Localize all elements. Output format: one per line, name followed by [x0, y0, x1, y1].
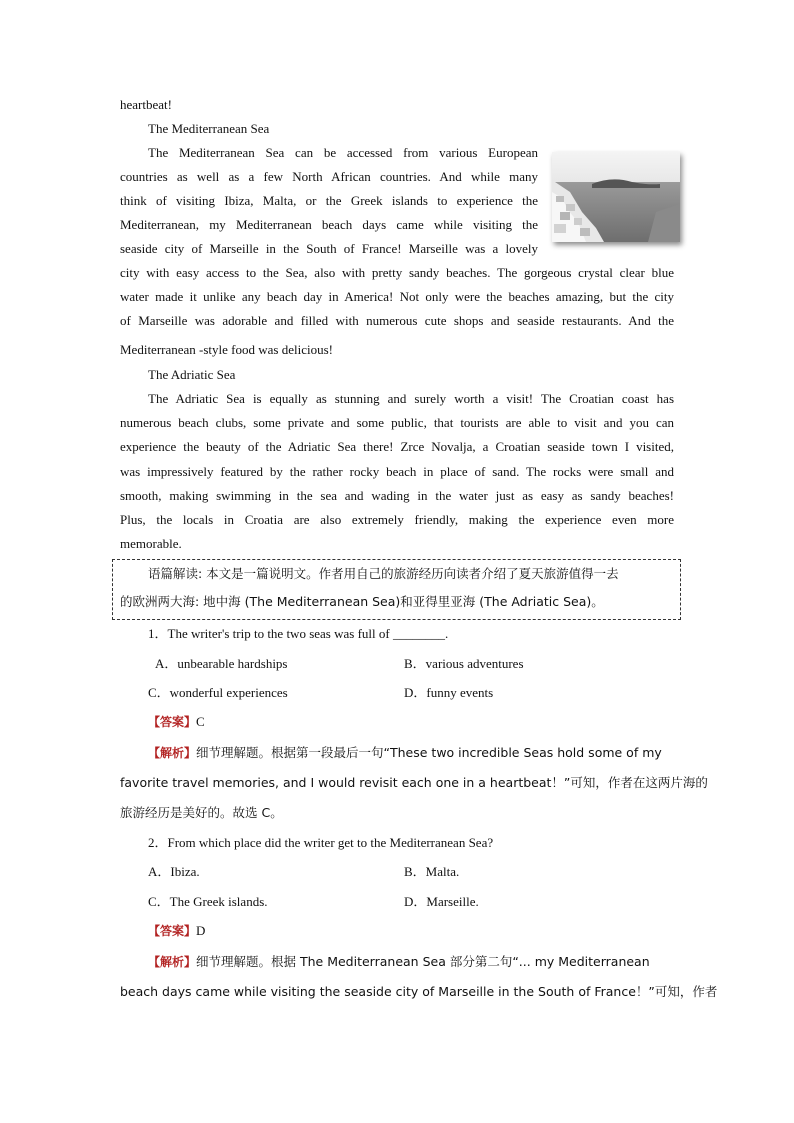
- answer-tag: 【答案】: [148, 924, 197, 938]
- analysis-line: [148, 953, 674, 971]
- passage-line: seaside city of Marseille in the South of France! Marseille was a lovely: [120, 241, 538, 256]
- passage-line: Plus, the locals in Croatia are also extremely friendly, making the experience even more: [120, 512, 674, 527]
- option-a: A．unbearable hardships: [155, 656, 288, 671]
- passage-line: experience the beauty of the Adriatic Sea there! Zrce Novalja, a Croatian seaside town I visited,: [120, 439, 674, 454]
- analysis-tag: 【解析】: [148, 955, 197, 969]
- analysis-line: [148, 744, 674, 762]
- option-c: C．wonderful experiences: [148, 685, 288, 700]
- answer-value: D: [196, 923, 206, 938]
- passage-line: The Adriatic Sea is equally as stunning and surely worth a visit! The Croatian coast has: [148, 391, 674, 406]
- section-heading: The Adriatic Sea: [148, 367, 236, 382]
- answer-line: [148, 922, 674, 940]
- seaside-photo-icon: [552, 152, 680, 242]
- analysis-line: beach days came while visiting the seaside city of Marseille in the South of France！”可知，作者: [120, 984, 718, 999]
- analysis-tag: 【解析】: [148, 746, 197, 760]
- passage-line: Mediterranean, my Mediterranean beach days came while visiting the: [120, 217, 538, 232]
- summary-line: 的欧洲两大海: 地中海 (The Mediterranean Sea)和亚得里亚海 (The Adriatic Sea)。: [120, 594, 604, 609]
- passage-line: Mediterranean -style food was delicious!: [120, 342, 333, 357]
- option-d: D．funny events: [404, 685, 494, 700]
- passage-line: water made it unlike any beach day in America! Not only were the beaches amazing, but the city: [120, 289, 674, 304]
- passage-line: smooth, making swimming in the sea and wading in the water just as easy as sandy beaches!: [120, 488, 674, 503]
- answer-value: C: [196, 714, 205, 729]
- passage-line: countries as well as a few North African countries. And while many: [120, 169, 538, 184]
- option-d: D．Marseille.: [404, 894, 479, 909]
- section-heading: The Mediterranean Sea: [148, 121, 270, 136]
- passage-line: think of visiting Ibiza, Malta, or the Greek islands to experience the: [120, 193, 538, 208]
- passage-line: memorable.: [120, 536, 182, 551]
- question-stem: 1．The writer's trip to the two seas was full of ________.: [148, 626, 449, 641]
- option-a: A．Ibiza.: [148, 864, 200, 879]
- passage-line: of Marseille was adorable and filled with numerous cute shops and seaside restaurants. And the: [120, 313, 674, 328]
- passage-line: city with easy access to the Sea, also with pretty sandy beaches. The gorgeous crystal clear blue: [120, 265, 674, 280]
- option-b: B．Malta.: [404, 864, 460, 879]
- passage-line: was impressively featured by the rather rocky beach in place of sand. The rocks were small and: [120, 464, 674, 479]
- passage-line: heartbeat!: [120, 97, 172, 112]
- analysis-line: favorite travel memories, and I would revisit each one in a heartbeat！”可知，作者在这两片海的: [120, 775, 708, 790]
- passage-line: The Mediterranean Sea can be accessed from various European: [148, 145, 538, 160]
- answer-tag: 【答案】: [148, 715, 197, 729]
- question-stem: 2．From which place did the writer get to the Mediterranean Sea?: [148, 835, 494, 850]
- summary-line: 语篇解读: 本文是一篇说明文。作者用自己的旅游经历向读者介绍了夏天旅游值得一去: [148, 566, 619, 581]
- seaside-photo: [552, 152, 680, 242]
- answer-line: [148, 713, 674, 731]
- passage-line: numerous beach clubs, some private and some public, that tourists are able to visit and you can: [120, 415, 674, 430]
- analysis-text: 细节理解题。根据第一段最后一句“These two incredible Seas hold some of my: [196, 745, 662, 760]
- analysis-text: 细节理解题。根据 The Mediterranean Sea 部分第二句“... my Mediterranean: [196, 954, 650, 969]
- option-c: C．The Greek islands.: [148, 894, 268, 909]
- analysis-line: 旅游经历是美好的。故选 C。: [120, 805, 283, 820]
- option-b: B．various adventures: [404, 656, 524, 671]
